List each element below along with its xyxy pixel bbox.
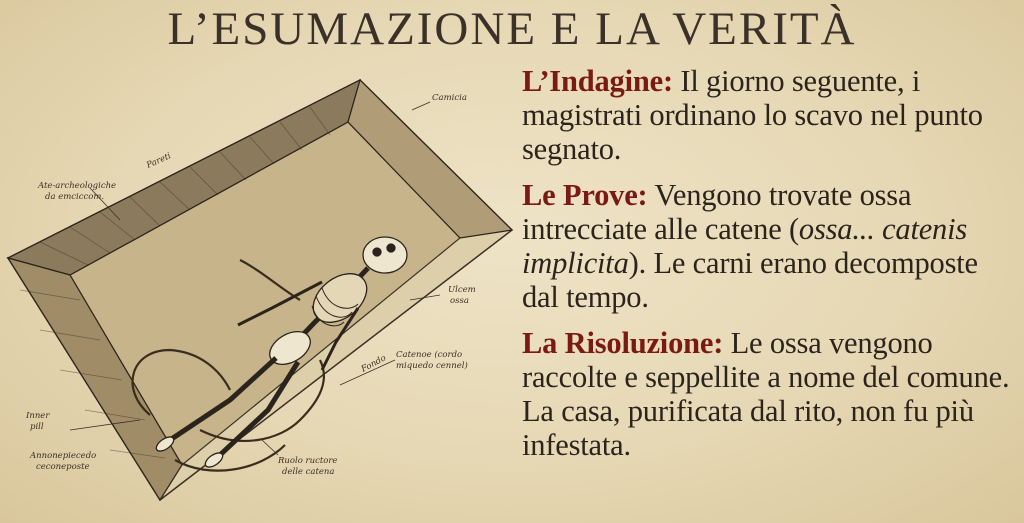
text-prove-before: Vengono trovate ossa intrecciate alle catene ( xyxy=(522,178,912,246)
label-anno-2: ceconeposte xyxy=(36,462,90,472)
paragraph-prove xyxy=(522,178,1017,314)
label-inner-2: pill xyxy=(30,422,44,432)
label-inner-1: Inner xyxy=(26,411,50,421)
keyword-risoluzione: La Risoluzione: xyxy=(522,326,724,360)
text-prove-latin: ossa... catenis implicita xyxy=(522,212,968,280)
keyword-indagine: L’Indagine: xyxy=(522,64,673,98)
page-title: L’ESUMAZIONE E LA VERITÀ xyxy=(167,3,857,55)
label-ruolo-1: Ruolo ructore xyxy=(278,456,338,466)
text-indagine: Il giorno seguente, i magistrati ordinano lo scavo nel punto segnato. xyxy=(522,64,983,166)
label-ossa-1: Ulcem xyxy=(448,285,476,295)
label-archeo-2: da emciccom. xyxy=(45,192,105,202)
narrative-text xyxy=(522,64,1017,474)
keyword-prove: Le Prove: xyxy=(522,178,648,212)
label-catene-1: Catenoe (cordo xyxy=(396,350,463,360)
label-anno-1: Annonepiecedo xyxy=(30,451,97,461)
label-ossa-2: ossa xyxy=(450,296,469,306)
label-pareti: Pareti xyxy=(145,151,173,171)
label-ruolo-2: delle catena xyxy=(282,467,335,477)
grave-illustration xyxy=(0,60,515,523)
text-prove-after: ). Le carni erano decomposte dal tempo. xyxy=(522,246,978,314)
label-archeo-1: Ate-archeologiche xyxy=(38,181,117,191)
label-fondo: Fondo xyxy=(359,353,388,375)
label-catene-2: miquedo cennel) xyxy=(396,361,468,371)
paragraph-risoluzione xyxy=(522,326,1017,462)
label-camicia: Camicia xyxy=(432,93,467,103)
text-risoluzione: Le ossa vengono raccolte e seppellite a nome del comune. La casa, purificata dal rito, non fu più infestata. xyxy=(522,326,1010,462)
paragraph-indagine xyxy=(522,64,1017,166)
